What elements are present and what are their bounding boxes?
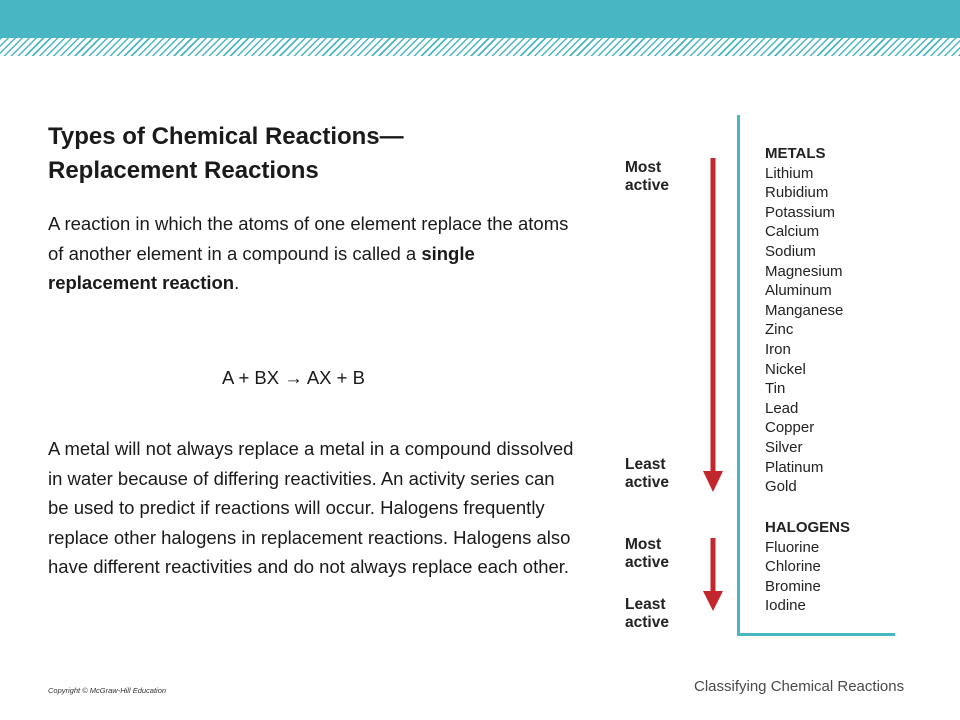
metals-least-active-label: Least active	[625, 456, 669, 491]
metal-list-item: Lithium	[765, 164, 814, 182]
metal-list-item: Magnesium	[765, 262, 843, 280]
halogens-arrow-head	[703, 591, 723, 611]
metal-list-item: Zinc	[765, 321, 794, 339]
definition-end: .	[234, 272, 240, 293]
metal-list-item: Calcium	[765, 223, 820, 241]
metals-most-active-label: Most active	[625, 159, 669, 194]
metals-list	[765, 144, 843, 497]
metal-list-item: Iron	[765, 340, 791, 358]
halogens-least-active-label: Least active	[625, 596, 669, 631]
metal-list-item: Manganese	[765, 301, 844, 319]
key-term: single replacement reaction	[48, 242, 475, 293]
explanation-paragraph: A metal will not always replace a metal in a compound dissolved in water because of differing reactivities. An activity series can be used to predict if reactions will occur. Halogens frequently replace other halogens in replacement reactions. Halogens also have different reactivities and do not always replace each other.	[48, 438, 574, 577]
metal-list-item: Gold	[765, 478, 797, 496]
title-line-1: Types of Chemical Reactions—	[48, 123, 404, 150]
halogens-heading: HALOGENS	[765, 519, 851, 536]
halogens-most-active-label: Most active	[625, 536, 669, 571]
metal-list-item: Nickel	[765, 360, 806, 378]
halogen-list-item: Fluorine	[765, 538, 820, 556]
metal-list-item: Rubidium	[765, 184, 829, 202]
metal-list-item: Tin	[765, 380, 786, 398]
section-title: Classifying Chemical Reactions	[694, 678, 905, 695]
halogen-list-item: Bromine	[765, 577, 821, 595]
metals-heading: METALS	[765, 145, 826, 162]
metal-list-item: Silver	[765, 438, 803, 456]
metal-list-item: Copper	[765, 419, 815, 437]
metal-list-item: Platinum	[765, 458, 824, 476]
metals-arrow-head	[703, 471, 723, 492]
metal-list-item: Sodium	[765, 242, 816, 260]
halogens-list	[765, 518, 850, 616]
reaction-equation: A + BX → AX + B	[222, 367, 365, 388]
title-line-2: Replacement Reactions	[48, 157, 319, 184]
halogen-list-item: Chlorine	[765, 558, 821, 576]
metal-list-item: Lead	[765, 399, 799, 417]
definition-text: A reaction in which the atoms of one element replace the atoms of another element in a compound is called a	[48, 213, 569, 264]
metal-list-item: Aluminum	[765, 282, 832, 300]
copyright-notice: Copyright © McGraw-Hill Education	[48, 686, 167, 695]
metal-list-item: Potassium	[765, 203, 836, 221]
halogen-list-item: Iodine	[765, 597, 806, 615]
